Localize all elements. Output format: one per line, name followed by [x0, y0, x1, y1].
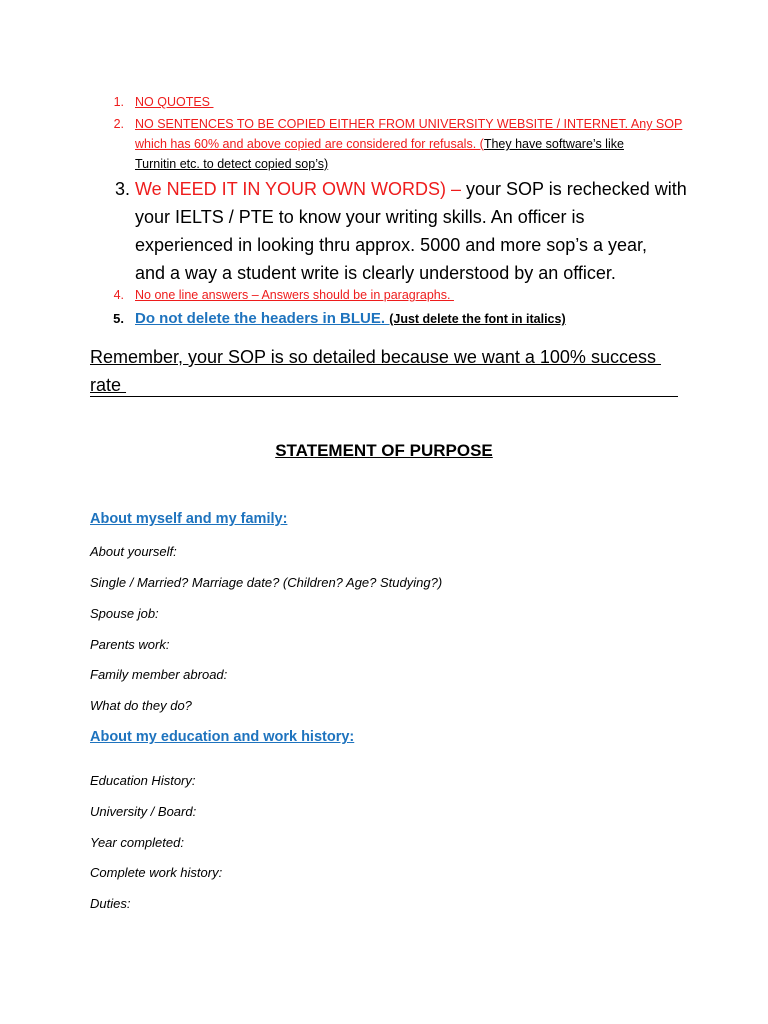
instruction-number: 4.: [113, 288, 124, 302]
instruction-line: experienced in looking thru approx. 5000 and more sop’s a year,: [135, 235, 647, 255]
instruction-line: your IELTS / PTE to know your writing skills. An officer is: [135, 207, 585, 227]
section-heading-family: About myself and my family:: [90, 511, 288, 527]
page-title: STATEMENT OF PURPOSE: [275, 441, 493, 460]
remember-note: [90, 343, 678, 399]
field-label: Education History:: [90, 773, 196, 788]
section-heading-education: About my education and work history:: [90, 729, 355, 745]
instruction-line: NO SENTENCES TO BE COPIED EITHER FROM UNIVERSITY WEBSITE / INTERNET. Any SOP: [135, 117, 683, 131]
instruction-note: (Just delete the font in italics): [389, 312, 566, 326]
instruction-line: They have software’s like: [483, 137, 624, 151]
field-label: Single / Married? Marriage date? (Children? Age? Studying?): [90, 575, 443, 590]
instruction-emphasis: We NEED IT IN YOUR OWN WORDS) –: [135, 179, 467, 199]
field-label: Duties:: [90, 896, 131, 911]
remember-line: Remember, your SOP is so detailed because we want a 100% success: [90, 347, 661, 367]
field-label: Family member abroad:: [90, 667, 228, 682]
instruction-number: 2.: [113, 117, 124, 131]
field-label: About yourself:: [90, 544, 177, 559]
field-label: Parents work:: [90, 637, 170, 652]
instruction-line: your SOP is rechecked with: [466, 179, 687, 199]
field-label: Spouse job:: [90, 606, 159, 621]
instruction-emphasis: Do not delete the headers in BLUE.: [135, 310, 390, 327]
instruction-text: No one line answers – Answers should be in paragraphs.: [135, 288, 454, 302]
field-label: What do they do?: [90, 698, 192, 713]
divider-line: [90, 396, 678, 397]
instruction-number: 3.: [114, 179, 130, 199]
remember-line: rate: [90, 375, 127, 395]
instruction-number: 5.: [113, 311, 124, 326]
field-label: Complete work history:: [90, 865, 223, 880]
field-label: Year completed:: [90, 835, 184, 850]
instruction-number: 1.: [113, 95, 124, 109]
instruction-line: which has 60% and above copied are considered for refusals. (: [135, 137, 484, 151]
instruction-text: NO QUOTES: [135, 95, 214, 109]
instruction-line: and a way a student write is clearly understood by an officer.: [135, 263, 616, 283]
instruction-line: Turnitin etc. to detect copied sop’s): [135, 157, 329, 171]
field-label: University / Board:: [90, 804, 197, 819]
